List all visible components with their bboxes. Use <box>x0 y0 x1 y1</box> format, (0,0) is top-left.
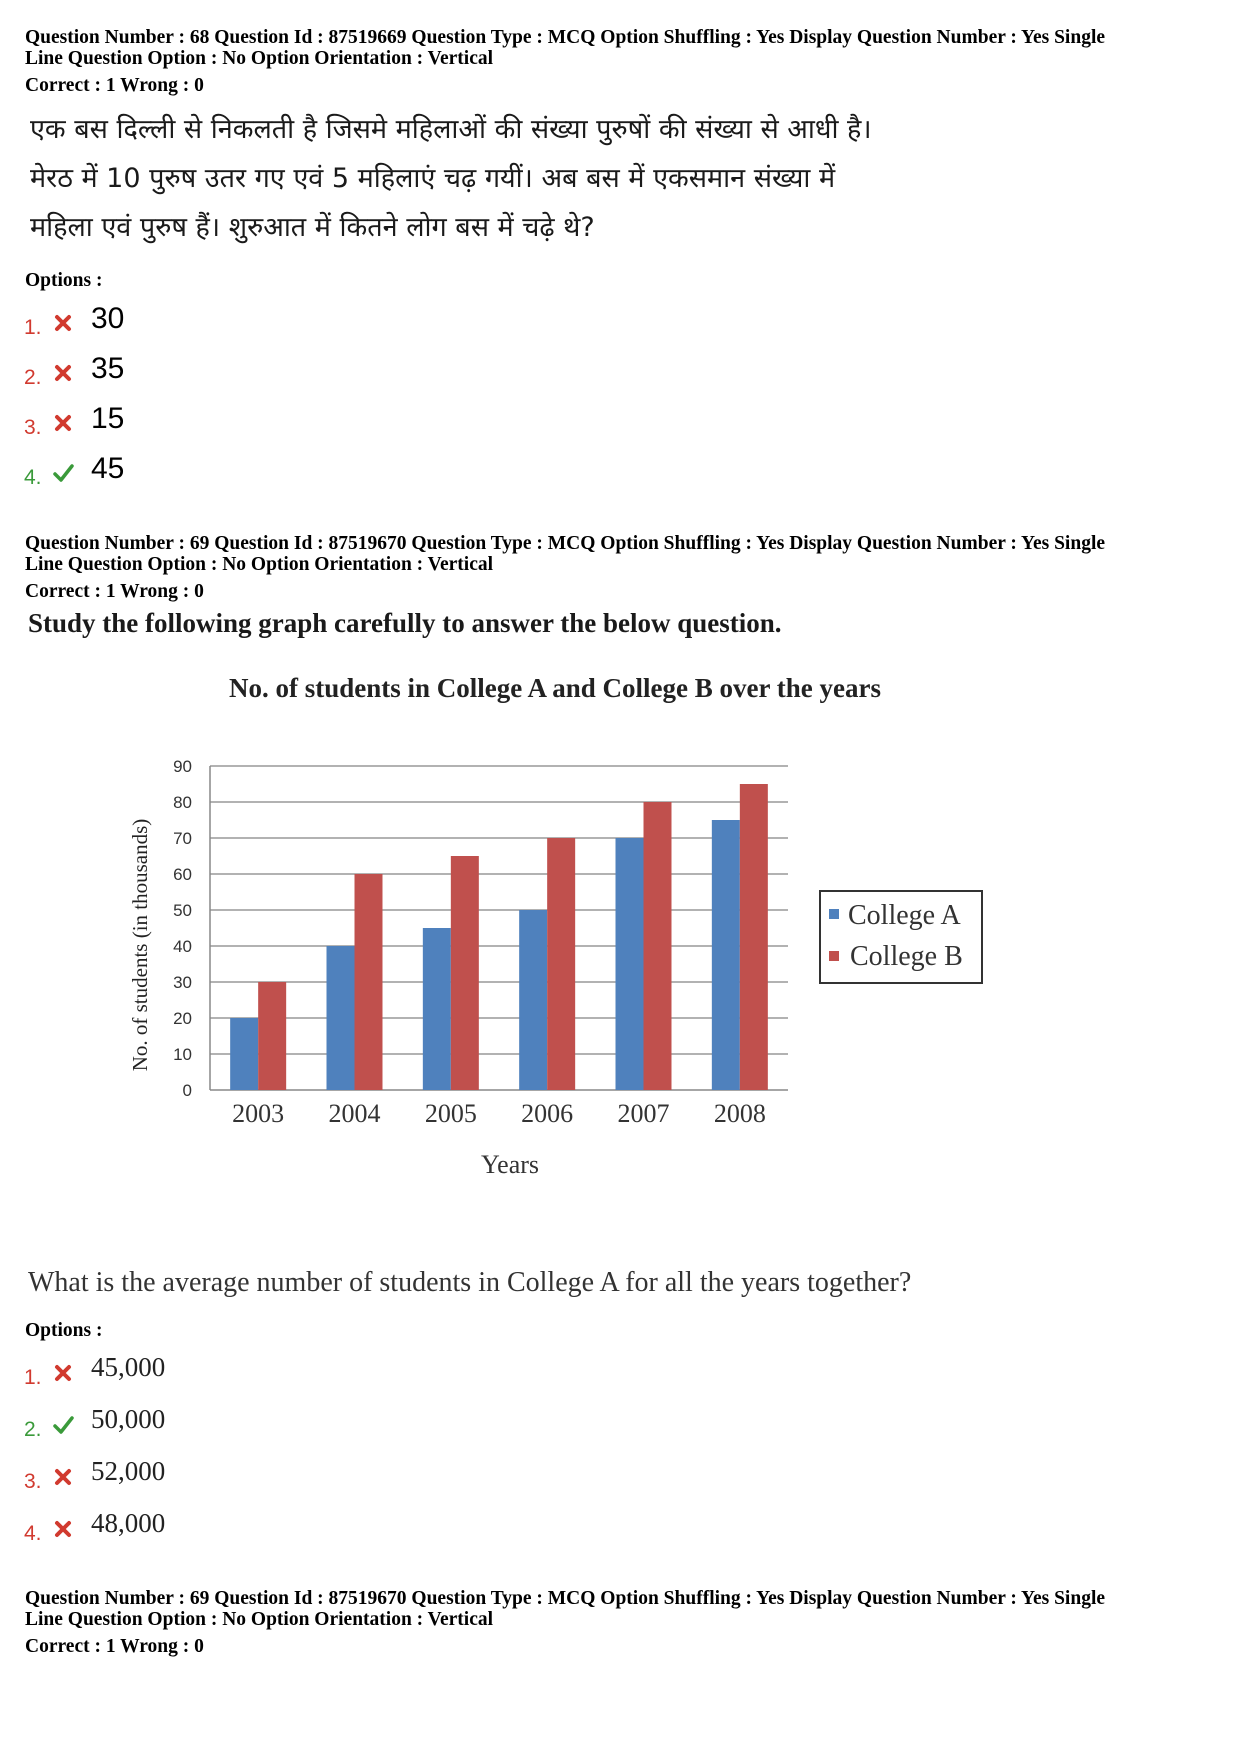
bar-college-a-2005 <box>423 928 451 1090</box>
q69-instruction: Study the following graph carefully to answer the below question. <box>28 608 782 638</box>
option-number: 4. <box>24 1522 42 1545</box>
option-value: 45 <box>91 452 125 485</box>
bar-college-a-2008 <box>712 820 740 1090</box>
option-value: 52,000 <box>91 1456 166 1486</box>
chart-x-axis-label: Years <box>480 1150 540 1179</box>
option-number: 3. <box>24 416 42 439</box>
chart-title: No. of students in College A and College B over the years <box>229 673 881 703</box>
bar-college-a-2003 <box>230 1018 258 1090</box>
q69-meta <box>25 533 1225 602</box>
q69-options-label: Options : <box>25 1320 103 1341</box>
wrong-cross-icon <box>52 362 74 384</box>
bar-college-a-2006 <box>519 910 547 1090</box>
q69b-correct-wrong: Correct : 1 Wrong : 0 <box>25 1636 204 1657</box>
q69-meta-line2: Line Question Option : No Option Orientation : Vertical <box>25 554 494 575</box>
wrong-cross-icon <box>52 1362 74 1384</box>
q68-meta <box>25 27 1225 96</box>
option-value: 50,000 <box>91 1404 166 1434</box>
q69-correct-wrong: Correct : 1 Wrong : 0 <box>25 581 204 602</box>
q68-question-text <box>30 105 1220 252</box>
bar-college-b-2005 <box>451 856 479 1090</box>
chart-y-axis-label: No. of students (in thousands) <box>128 818 152 1072</box>
q68-meta-line1: Question Number : 68 Question Id : 87519669 Question Type : MCQ Option Shuffling : Yes Display Question Number : Yes Single <box>25 27 1106 48</box>
y-tick-label: 30 <box>173 973 192 992</box>
option-value: 35 <box>91 352 125 385</box>
bar-college-b-2003 <box>258 982 286 1090</box>
option-number: 2. <box>24 366 42 389</box>
q68-correct-wrong: Correct : 1 Wrong : 0 <box>25 75 204 96</box>
legend-swatch-college-b <box>829 951 839 961</box>
y-tick-label: 80 <box>173 793 192 812</box>
wrong-cross-icon <box>52 412 74 434</box>
y-tick-label: 70 <box>173 829 192 848</box>
chart-gridlines <box>210 766 788 1090</box>
y-tick-label: 10 <box>173 1045 192 1064</box>
x-tick-label: 2003 <box>232 1099 285 1128</box>
bar-college-a-2004 <box>327 946 355 1090</box>
q68-text-line-3: महिला एवं पुरुष हैं। शुरुआत में कितने लोग बस में चढ़े थे? <box>30 212 595 243</box>
bar-college-b-2008 <box>740 784 768 1090</box>
option-number: 1. <box>24 316 42 339</box>
chart-legend <box>820 891 982 983</box>
option-number: 1. <box>24 1366 42 1389</box>
q69b-meta <box>25 1588 1225 1657</box>
wrong-cross-icon <box>52 1518 74 1540</box>
option-number: 2. <box>24 1418 42 1441</box>
legend-swatch-college-a <box>829 909 839 919</box>
option-number: 4. <box>24 466 42 489</box>
y-tick-label: 20 <box>173 1009 192 1028</box>
q68-meta-line2: Line Question Option : No Option Orientation : Vertical <box>25 48 494 69</box>
y-tick-label: 60 <box>173 865 192 884</box>
q68-text-line-2: मेरठ में 10 पुरुष उतर गए एवं 5 महिलाएं चढ़ गयीं। अब बस में एकसमान संख्या में <box>30 163 836 194</box>
correct-check-icon <box>52 1414 74 1436</box>
x-tick-label: 2005 <box>424 1099 477 1128</box>
y-tick-label: 40 <box>173 937 192 956</box>
y-tick-label: 0 <box>182 1081 192 1100</box>
legend-label-college-b: College B <box>850 941 963 972</box>
q69b-meta-line1: Question Number : 69 Question Id : 87519670 Question Type : MCQ Option Shuffling : Yes Display Question Number : Yes Single <box>25 1588 1106 1609</box>
option-value: 15 <box>91 402 125 435</box>
q69-meta-line1: Question Number : 69 Question Id : 87519670 Question Type : MCQ Option Shuffling : Yes Display Question Number : Yes Single <box>25 533 1106 554</box>
wrong-cross-icon <box>52 1466 74 1488</box>
chart-bars <box>230 784 768 1090</box>
q68-text-line-1: एक बस दिल्ली से निकलती है जिसमे महिलाओं की संख्या पुरुषों की संख्या से आधी है। <box>30 114 872 145</box>
chart-x-ticks <box>232 1099 766 1128</box>
bar-college-b-2007 <box>644 802 672 1090</box>
option-value: 45,000 <box>91 1352 166 1382</box>
x-tick-label: 2006 <box>521 1099 574 1128</box>
legend-label-college-a: College A <box>848 900 961 931</box>
bar-college-b-2006 <box>547 838 575 1090</box>
x-tick-label: 2007 <box>617 1099 670 1128</box>
q68-options-label: Options : <box>25 270 103 291</box>
x-tick-label: 2004 <box>328 1099 381 1128</box>
wrong-cross-icon <box>52 312 74 334</box>
y-tick-label: 50 <box>173 901 192 920</box>
option-value: 30 <box>91 302 125 335</box>
option-number: 3. <box>24 1470 42 1493</box>
bar-college-a-2007 <box>616 838 644 1090</box>
q69-question-text: What is the average number of students in College A for all the years together? <box>28 1267 912 1298</box>
bar-chart <box>0 660 1240 1220</box>
bar-college-b-2004 <box>355 874 383 1090</box>
correct-check-icon <box>52 462 74 484</box>
x-tick-label: 2008 <box>713 1099 766 1128</box>
option-value: 48,000 <box>91 1508 166 1538</box>
chart-y-ticks <box>173 757 192 1100</box>
y-tick-label: 90 <box>173 757 192 776</box>
q69b-meta-line2: Line Question Option : No Option Orientation : Vertical <box>25 1609 494 1630</box>
